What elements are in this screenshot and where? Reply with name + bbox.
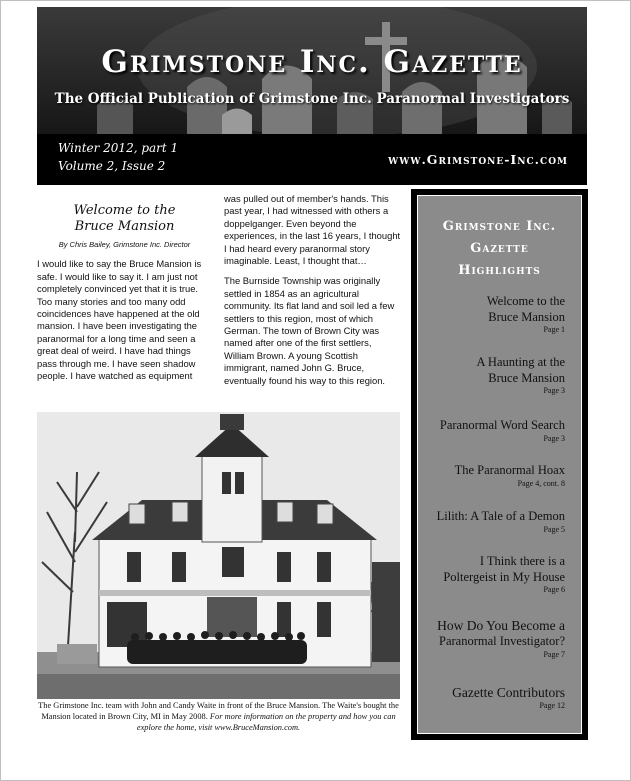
website-link[interactable]: www.Grimstone-Inc.com	[388, 152, 568, 167]
highlight-page: Page 7	[543, 649, 565, 659]
highlight-title: Poltergeist in My House	[443, 569, 565, 584]
article-column-1	[37, 203, 212, 390]
highlight-title: Lilith: A Tale of a Demon	[436, 509, 565, 523]
highlight-page: Page 6	[543, 585, 565, 594]
highlight-page: Page 5	[543, 524, 565, 534]
highlight-item[interactable]	[452, 684, 565, 711]
highlight-page: Page 1	[543, 325, 565, 334]
highlight-title: Bruce Mansion	[488, 309, 565, 324]
highlight-title: Paranormal Investigator?	[439, 634, 565, 648]
photo-caption	[37, 700, 400, 733]
highlight-title: I Think there is a	[479, 554, 565, 568]
highlight-page: Page 3	[543, 433, 565, 443]
article-title-line2: Bruce Mansion	[74, 219, 175, 234]
highlight-page: Page 3	[543, 386, 565, 395]
highlight-item[interactable]	[437, 509, 565, 535]
caption-text: The Grimstone Inc. team with John and Candy Waite in front of the Bruce Mansion. The Waite's bought the Mansion located in Brown City, MI in May 2008.	[38, 701, 399, 721]
highlight-item[interactable]	[440, 418, 565, 444]
article-paragraph: I would like to say the Bruce Mansion is safe. I would like to say it. I am just not completely convinced yet that it is true. Too many stories and too many odd coincidences have happened at the old mansion. I have been investigating the paranormal for a long time and seen a great deal of weird. I have had things pass through me. I have seen shadow people. I have watched as equipment	[37, 258, 202, 382]
highlight-title: The Paranormal Hoax	[454, 463, 565, 477]
highlight-title: A Haunting at the	[476, 355, 565, 369]
highlight-title: Bruce Mansion	[488, 370, 565, 385]
sidebar-title	[418, 216, 581, 282]
highlight-item[interactable]	[455, 463, 565, 489]
highlight-item[interactable]	[443, 554, 565, 595]
newsletter-title: Grimstone Inc. Gazette	[101, 44, 523, 80]
article-title	[37, 203, 212, 235]
issue-date: Winter 2012, part 1	[58, 141, 179, 155]
article-paragraph: was pulled out of member's hands. This past year, I had witnessed with others a doppelganger. Even beyond the experiences, in the last 16 years, I thought I had heard every paranormal story imaginable. Least, I thought that…	[224, 193, 401, 267]
issue-volume: Volume 2, Issue 2	[58, 159, 166, 173]
mansion-photo	[37, 412, 400, 699]
article-column-2	[224, 193, 404, 395]
highlight-title: Welcome to the	[486, 294, 565, 308]
article-title-line1: Welcome to the	[73, 203, 176, 218]
highlight-page: Page 4, cont. 8	[517, 478, 565, 488]
highlight-item[interactable]	[487, 294, 565, 335]
sidebar-title-line3: Highlights	[458, 263, 541, 278]
article-byline: By Chris Bailey, Grimstone Inc. Director	[58, 240, 191, 249]
highlight-title: Gazette Contributors	[452, 685, 565, 700]
sidebar-title-line1: Grimstone Inc.	[442, 219, 557, 234]
highlight-page: Page 12	[539, 701, 565, 710]
caption-link-text: For more information on the property and how you can explore the home, visit www.BruceMansion.com.	[136, 712, 396, 732]
masthead-banner	[37, 7, 587, 185]
highlights-sidebar	[417, 195, 582, 734]
highlight-title: Paranormal Word Search	[439, 418, 565, 432]
highlight-item[interactable]	[476, 355, 565, 396]
mansion-image	[37, 412, 400, 699]
newsletter-subtitle: The Official Publication of Grimstone Inc. Paranormal Investigators	[54, 91, 570, 107]
article-paragraph: The Burnside Township was originally settled in 1854 as an agricultural community. Its flat land and soil led a few settlers to this region, most of which German. The town of Brown City was named after one of the first settlers, William Brown. A young Scottish immigrant, named John G. Bruce, eventually found his way to this region.	[224, 275, 395, 386]
highlight-title: How Do You Become a	[437, 618, 565, 633]
highlight-item[interactable]	[437, 617, 565, 660]
sidebar-title-line2: Gazette	[470, 241, 529, 256]
